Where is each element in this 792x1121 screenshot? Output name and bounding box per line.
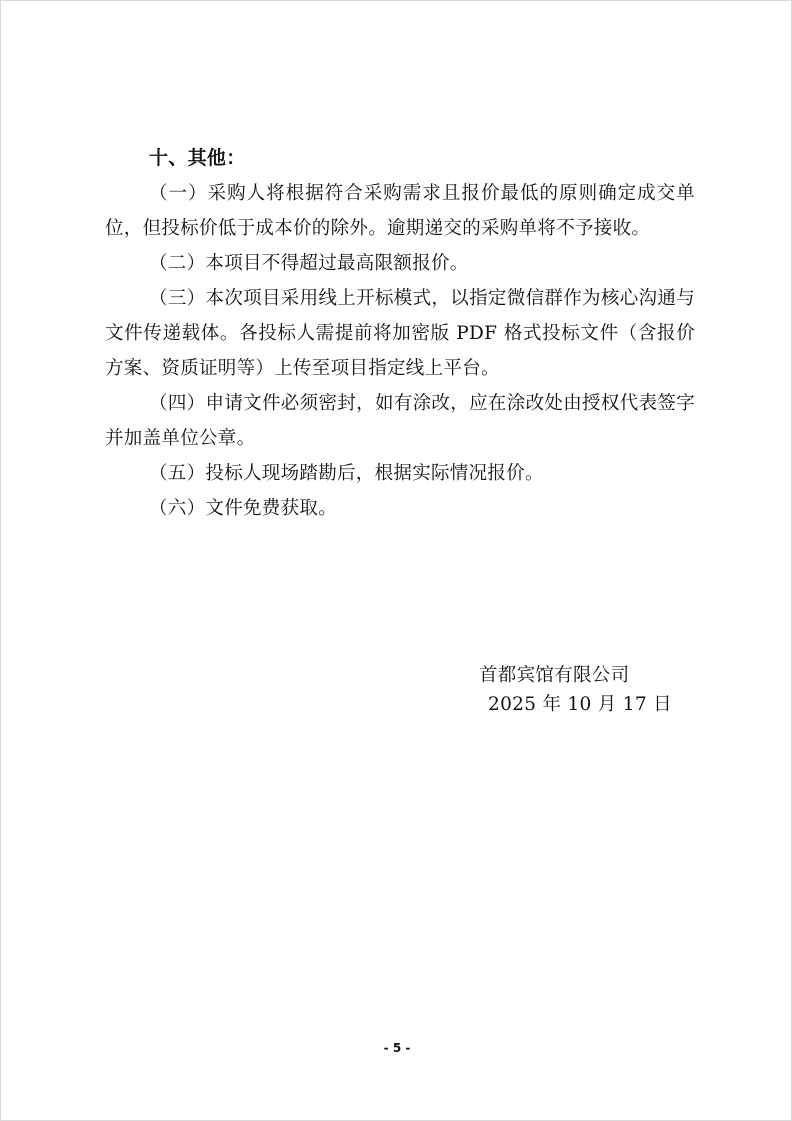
paragraph-4: （四）申请文件必须密封，如有涂改，应在涂改处由授权代表签字并加盖单位公章。 [105, 393, 695, 449]
signature-block [479, 661, 672, 719]
paragraph-3: （三）本次项目采用线上开标模式，以指定微信群作为核心沟通与文件传递载体。各投标人需提前将加密版 PDF 格式投标文件（含报价方案、资质证明等）上传至项目指定线上平台。 [105, 288, 695, 379]
document-body [105, 141, 695, 526]
paragraph-2: （二）本项目不得超过最高限额报价。 [149, 253, 469, 274]
page-number: - 5 - [383, 1041, 411, 1055]
paragraph-5: （五）投标人现场踏勘后，根据实际情况报价。 [149, 463, 544, 484]
signature-date: 2025 年 10 月 17 日 [488, 694, 672, 715]
section-heading: 十、其他： [149, 147, 246, 169]
paragraph-6: （六）文件免费获取。 [149, 498, 338, 519]
paragraph-1: （一）采购人将根据符合采购需求且报价最低的原则确定成交单位，但投标价低于成本价的除外。逾期递交的采购单将不予接收。 [105, 183, 695, 239]
signature-company: 首都宾馆有限公司 [479, 665, 630, 686]
